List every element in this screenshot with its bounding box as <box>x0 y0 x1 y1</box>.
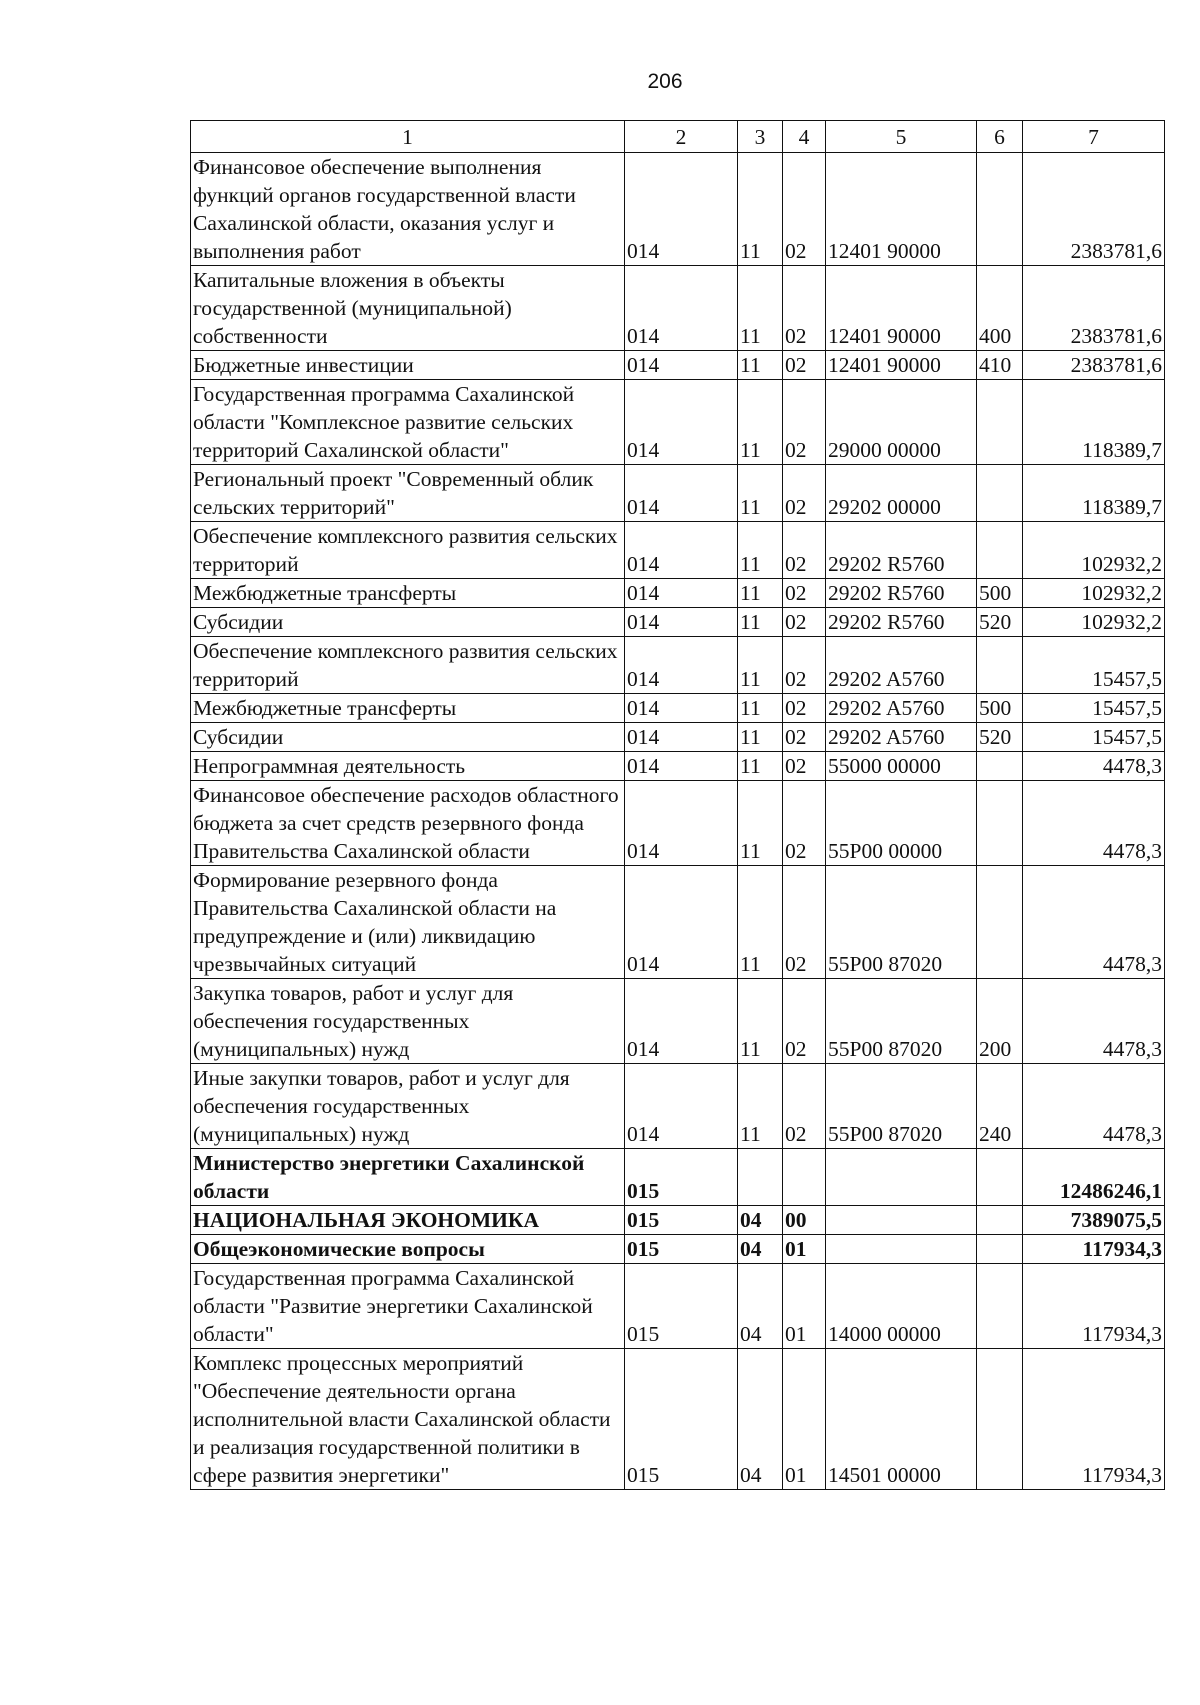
expense-type-cell <box>977 153 1023 266</box>
section-code-cell: 11 <box>738 752 783 781</box>
target-article-cell: 12401 90000 <box>826 153 977 266</box>
section-code-cell: 04 <box>738 1235 783 1264</box>
target-article-cell: 55000 00000 <box>826 752 977 781</box>
table-row <box>191 979 1165 1064</box>
section-code-cell <box>738 1149 783 1206</box>
subsection-code-cell: 02 <box>783 979 826 1064</box>
section-code-cell: 11 <box>738 266 783 351</box>
row-name-cell: Государственная программа Сахалинской области "Развитие энергетики Сахалинской области" <box>191 1264 625 1349</box>
section-code-cell: 11 <box>738 866 783 979</box>
ministry-code-cell: 015 <box>625 1206 738 1235</box>
expense-type-cell: 500 <box>977 694 1023 723</box>
row-name-cell: Субсидии <box>191 723 625 752</box>
subsection-code-cell: 02 <box>783 465 826 522</box>
amount-cell: 117934,3 <box>1023 1264 1165 1349</box>
ministry-code-cell: 014 <box>625 637 738 694</box>
expense-type-cell <box>977 380 1023 465</box>
amount-cell: 12486246,1 <box>1023 1149 1165 1206</box>
target-article-cell: 55P00 87020 <box>826 1064 977 1149</box>
target-article-cell: 29202 R5760 <box>826 579 977 608</box>
target-article-cell: 12401 90000 <box>826 351 977 380</box>
subsection-code-cell: 02 <box>783 153 826 266</box>
expense-type-cell <box>977 1206 1023 1235</box>
section-code-cell: 11 <box>738 637 783 694</box>
row-name-cell: Межбюджетные трансферты <box>191 694 625 723</box>
amount-cell: 4478,3 <box>1023 752 1165 781</box>
subsection-code-cell: 02 <box>783 723 826 752</box>
target-article-cell: 55P00 87020 <box>826 866 977 979</box>
subsection-code-cell: 02 <box>783 866 826 979</box>
expense-type-cell: 520 <box>977 723 1023 752</box>
row-name-cell: Общеэкономические вопросы <box>191 1235 625 1264</box>
target-article-cell: 55P00 87020 <box>826 979 977 1064</box>
budget-table <box>190 120 1165 1490</box>
subsection-code-cell: 02 <box>783 637 826 694</box>
section-code-cell: 11 <box>738 694 783 723</box>
amount-cell: 118389,7 <box>1023 465 1165 522</box>
subsection-code-cell: 02 <box>783 608 826 637</box>
expense-type-cell <box>977 752 1023 781</box>
expense-type-cell <box>977 1235 1023 1264</box>
table-row <box>191 1264 1165 1349</box>
table-row <box>191 1349 1165 1490</box>
section-code-cell: 11 <box>738 608 783 637</box>
table-row <box>191 1064 1165 1149</box>
section-code-cell: 04 <box>738 1349 783 1490</box>
table-row <box>191 522 1165 579</box>
row-name-cell: Финансовое обеспечение расходов областного бюджета за счет средств резервного фонда Правительства Сахалинской области <box>191 781 625 866</box>
subsection-code-cell: 02 <box>783 579 826 608</box>
table-row <box>191 637 1165 694</box>
section-code-cell: 11 <box>738 979 783 1064</box>
row-name-cell: Непрограммная деятельность <box>191 752 625 781</box>
section-code-cell: 11 <box>738 153 783 266</box>
table-row <box>191 781 1165 866</box>
expense-type-cell <box>977 866 1023 979</box>
table-row <box>191 380 1165 465</box>
target-article-cell <box>826 1206 977 1235</box>
amount-cell: 4478,3 <box>1023 1064 1165 1149</box>
table-row <box>191 1149 1165 1206</box>
ministry-code-cell: 014 <box>625 979 738 1064</box>
row-name-cell: Государственная программа Сахалинской области "Комплексное развитие сельских территорий Сахалинской области" <box>191 380 625 465</box>
target-article-cell: 14000 00000 <box>826 1264 977 1349</box>
column-header: 4 <box>783 121 826 153</box>
expense-type-cell <box>977 522 1023 579</box>
subsection-code-cell: 02 <box>783 351 826 380</box>
row-name-cell: Субсидии <box>191 608 625 637</box>
target-article-cell: 14501 00000 <box>826 1349 977 1490</box>
target-article-cell: 55P00 00000 <box>826 781 977 866</box>
expense-type-cell: 240 <box>977 1064 1023 1149</box>
page-number: 206 <box>647 70 683 93</box>
row-name-cell: Финансовое обеспечение выполнения функций органов государственной власти Сахалинской области, оказания услуг и выполнения работ <box>191 153 625 266</box>
row-name-cell: Капитальные вложения в объекты государственной (муниципальной) собственности <box>191 266 625 351</box>
subsection-code-cell: 02 <box>783 752 826 781</box>
expense-type-cell <box>977 637 1023 694</box>
row-name-cell: Бюджетные инвестиции <box>191 351 625 380</box>
section-code-cell: 11 <box>738 723 783 752</box>
target-article-cell: 29000 00000 <box>826 380 977 465</box>
row-name-cell: Региональный проект "Современный облик сельских территорий" <box>191 465 625 522</box>
table-row <box>191 694 1165 723</box>
target-article-cell <box>826 1235 977 1264</box>
ministry-code-cell: 014 <box>625 351 738 380</box>
target-article-cell <box>826 1149 977 1206</box>
expense-type-cell: 410 <box>977 351 1023 380</box>
amount-cell: 2383781,6 <box>1023 351 1165 380</box>
row-name-cell: Комплекс процессных мероприятий "Обеспечение деятельности органа исполнительной власти Сахалинской области и реализация государственной политики в сфере развития энергетики" <box>191 1349 625 1490</box>
amount-cell: 118389,7 <box>1023 380 1165 465</box>
section-code-cell: 11 <box>738 380 783 465</box>
table-row <box>191 866 1165 979</box>
amount-cell: 15457,5 <box>1023 694 1165 723</box>
table-row <box>191 465 1165 522</box>
column-header: 6 <box>977 121 1023 153</box>
amount-cell: 2383781,6 <box>1023 266 1165 351</box>
table-row <box>191 579 1165 608</box>
header-row <box>191 121 1165 153</box>
ministry-code-cell: 014 <box>625 380 738 465</box>
table-row <box>191 723 1165 752</box>
amount-cell: 102932,2 <box>1023 608 1165 637</box>
ministry-code-cell: 014 <box>625 522 738 579</box>
amount-cell: 102932,2 <box>1023 522 1165 579</box>
amount-cell: 117934,3 <box>1023 1235 1165 1264</box>
table-row <box>191 153 1165 266</box>
ministry-code-cell: 014 <box>625 723 738 752</box>
ministry-code-cell: 014 <box>625 266 738 351</box>
section-code-cell: 04 <box>738 1206 783 1235</box>
target-article-cell: 29202 00000 <box>826 465 977 522</box>
expense-type-cell: 520 <box>977 608 1023 637</box>
target-article-cell: 12401 90000 <box>826 266 977 351</box>
subsection-code-cell: 01 <box>783 1264 826 1349</box>
ministry-code-cell: 014 <box>625 465 738 522</box>
ministry-code-cell: 014 <box>625 781 738 866</box>
table-row <box>191 752 1165 781</box>
table-row <box>191 608 1165 637</box>
row-name-cell: Закупка товаров, работ и услуг для обеспечения государственных (муниципальных) нужд <box>191 979 625 1064</box>
ministry-code-cell: 015 <box>625 1264 738 1349</box>
subsection-code-cell: 02 <box>783 781 826 866</box>
ministry-code-cell: 014 <box>625 866 738 979</box>
expense-type-cell: 200 <box>977 979 1023 1064</box>
expense-type-cell <box>977 1264 1023 1349</box>
row-name-cell: Иные закупки товаров, работ и услуг для обеспечения государственных (муниципальных) нужд <box>191 1064 625 1149</box>
ministry-code-cell: 015 <box>625 1235 738 1264</box>
ministry-code-cell: 015 <box>625 1149 738 1206</box>
amount-cell: 102932,2 <box>1023 579 1165 608</box>
table-row <box>191 1206 1165 1235</box>
subsection-code-cell: 01 <box>783 1349 826 1490</box>
subsection-code-cell: 02 <box>783 380 826 465</box>
amount-cell: 2383781,6 <box>1023 153 1165 266</box>
target-article-cell: 29202 R5760 <box>826 522 977 579</box>
row-name-cell: Межбюджетные трансферты <box>191 579 625 608</box>
ministry-code-cell: 014 <box>625 608 738 637</box>
section-code-cell: 11 <box>738 1064 783 1149</box>
subsection-code-cell: 02 <box>783 1064 826 1149</box>
expense-type-cell <box>977 781 1023 866</box>
expense-type-cell <box>977 1149 1023 1206</box>
expense-type-cell <box>977 465 1023 522</box>
column-header: 5 <box>826 121 977 153</box>
ministry-code-cell: 014 <box>625 1064 738 1149</box>
subsection-code-cell: 02 <box>783 694 826 723</box>
amount-cell: 4478,3 <box>1023 979 1165 1064</box>
subsection-code-cell: 02 <box>783 522 826 579</box>
table-row <box>191 266 1165 351</box>
column-header: 2 <box>625 121 738 153</box>
amount-cell: 7389075,5 <box>1023 1206 1165 1235</box>
subsection-code-cell <box>783 1149 826 1206</box>
amount-cell: 4478,3 <box>1023 866 1165 979</box>
ministry-code-cell: 014 <box>625 579 738 608</box>
section-code-cell: 04 <box>738 1264 783 1349</box>
table-row <box>191 1235 1165 1264</box>
row-name-cell: Формирование резервного фонда Правительства Сахалинской области на предупреждение и (или) ликвидацию чрезвычайных ситуаций <box>191 866 625 979</box>
section-code-cell: 11 <box>738 579 783 608</box>
section-code-cell: 11 <box>738 781 783 866</box>
subsection-code-cell: 02 <box>783 266 826 351</box>
target-article-cell: 29202 A5760 <box>826 723 977 752</box>
table-body <box>191 153 1165 1490</box>
amount-cell: 15457,5 <box>1023 723 1165 752</box>
ministry-code-cell: 014 <box>625 153 738 266</box>
target-article-cell: 29202 A5760 <box>826 637 977 694</box>
target-article-cell: 29202 A5760 <box>826 694 977 723</box>
expense-type-cell <box>977 1349 1023 1490</box>
section-code-cell: 11 <box>738 465 783 522</box>
row-name-cell: НАЦИОНАЛЬНАЯ ЭКОНОМИКА <box>191 1206 625 1235</box>
expense-type-cell: 500 <box>977 579 1023 608</box>
column-header: 1 <box>191 121 625 153</box>
subsection-code-cell: 01 <box>783 1235 826 1264</box>
row-name-cell: Министерство энергетики Сахалинской области <box>191 1149 625 1206</box>
ministry-code-cell: 014 <box>625 694 738 723</box>
row-name-cell: Обеспечение комплексного развития сельских территорий <box>191 522 625 579</box>
ministry-code-cell: 014 <box>625 752 738 781</box>
ministry-code-cell: 015 <box>625 1349 738 1490</box>
section-code-cell: 11 <box>738 522 783 579</box>
amount-cell: 117934,3 <box>1023 1349 1165 1490</box>
column-header: 7 <box>1023 121 1165 153</box>
table-row <box>191 351 1165 380</box>
amount-cell: 15457,5 <box>1023 637 1165 694</box>
expense-type-cell: 400 <box>977 266 1023 351</box>
column-header: 3 <box>738 121 783 153</box>
section-code-cell: 11 <box>738 351 783 380</box>
subsection-code-cell: 00 <box>783 1206 826 1235</box>
target-article-cell: 29202 R5760 <box>826 608 977 637</box>
row-name-cell: Обеспечение комплексного развития сельских территорий <box>191 637 625 694</box>
amount-cell: 4478,3 <box>1023 781 1165 866</box>
